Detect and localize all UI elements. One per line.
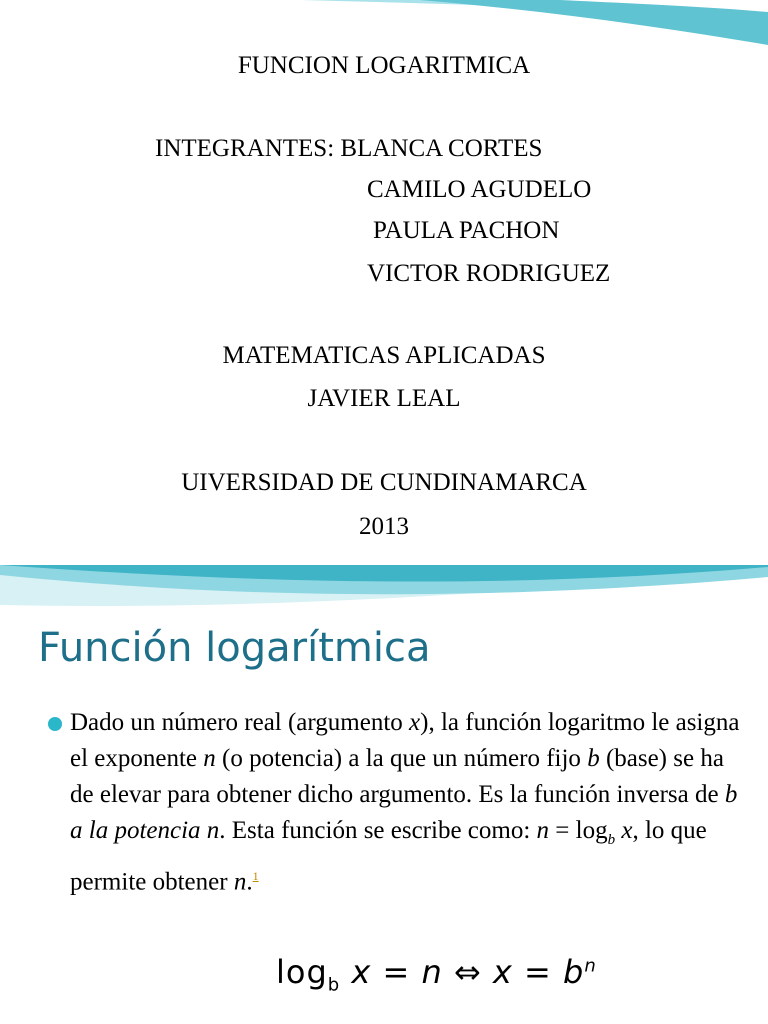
integrantes-line: INTEGRANTES: BLANCA CORTES bbox=[155, 135, 543, 162]
member-4: VICTOR RODRIGUEZ bbox=[367, 260, 611, 287]
year: 2013 bbox=[359, 513, 409, 540]
university: UIVERSIDAD DE CUNDINAMARCA bbox=[181, 469, 587, 496]
teacher: JAVIER LEAL bbox=[307, 385, 461, 412]
subject: MATEMATICAS APLICADAS bbox=[222, 342, 546, 369]
member-3: PAULA PACHON bbox=[373, 217, 560, 244]
formula: $\log_b x = n$ ⇔ $x = b^n$ bbox=[276, 953, 597, 996]
definition-paragraph: Dado un número real (argumento x), la función logaritmo le asigna el exponente n (o potencia) a la que un número fijo b (base) se ha de elevar para obtener dicho argumento. Es la función inversa de b a la potencia n. Esta función se escribe como: $n = \log_b x$, lo que permite obtener n.$^1$ bbox=[70, 709, 740, 896]
slide-2 bbox=[0, 565, 768, 1024]
slide-title: Función logarítmica bbox=[38, 625, 431, 671]
footnote-link[interactable]: 1 bbox=[252, 869, 259, 883]
member-2: CAMILO AGUDELO bbox=[367, 176, 592, 203]
bullet-icon bbox=[48, 717, 62, 731]
slide-title: FUNCION LOGARITMICA bbox=[237, 52, 531, 79]
